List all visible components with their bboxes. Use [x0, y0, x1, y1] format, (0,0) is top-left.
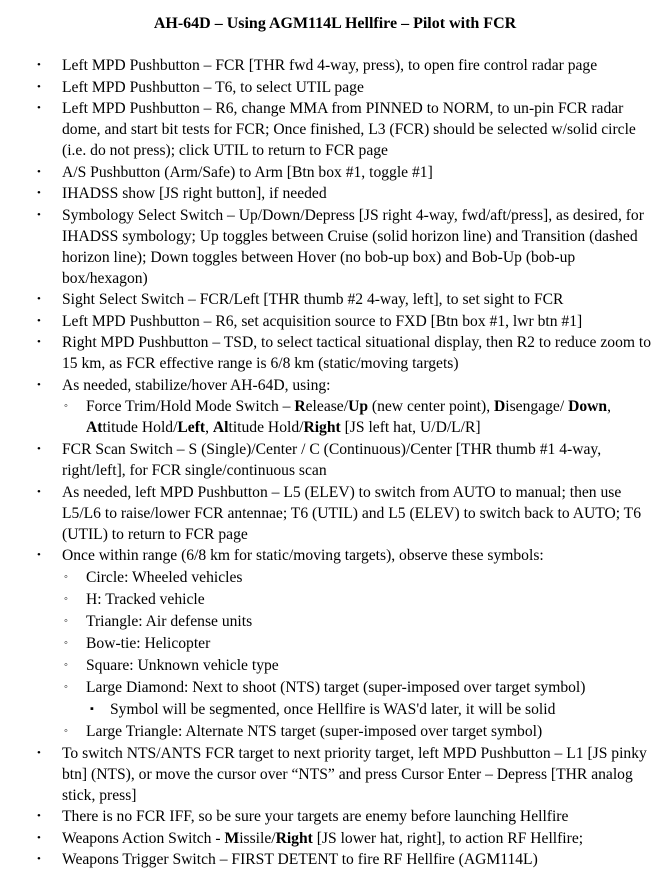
item-text: Symbology Select Switch – Up/Down/Depress [JS right 4-way, fwd/aft/press], as desired, for IHADSS symbology; Up toggles between Cruise (solid horizon line) and Transition (dashed horizon line); Down toggles between Hover (no bob-up box) and Bob-Up (bob-up box/hexagon): [62, 206, 644, 287]
bullet: •: [37, 746, 41, 759]
bullet: •: [37, 102, 41, 114]
trim-bold-1: R: [294, 398, 306, 415]
trim-bold-7: Al: [212, 419, 229, 436]
sub-bullet: ◦: [64, 680, 68, 693]
sub-bullet: ◦: [64, 636, 68, 649]
item-text: As needed, left MPD Pushbutton – L5 (ELEV) to switch from AUTO to manual; then use L5/L6 to raise/lower FCR antennae; T6 (UTIL) and L5 (ELEV) to switch back to AUTO; T6 (UTIL) to return to FCR page: [62, 483, 642, 543]
symbol-text: Large Triangle: Alternate NTS target (super-imposed over target symbol): [86, 722, 543, 740]
sub-sub-bullet: ▪: [90, 702, 94, 715]
list-item: [0, 332, 670, 374]
list-item: [0, 806, 670, 827]
trim-text-8: titude Hold/: [228, 419, 304, 436]
symbol-text: Large Diamond: Next to shoot (NTS) target (super-imposed over target symbol): [86, 678, 586, 696]
bullet: •: [37, 293, 41, 305]
symbol-item-triangle: [0, 611, 670, 632]
item-text: Sight Select Switch – FCR/Left [THR thumb #2 4-way, left], to set sight to FCR: [62, 291, 564, 308]
bullet: •: [37, 336, 41, 348]
trim-bold-2: Up: [348, 398, 368, 415]
sub-bullet: ◦: [64, 658, 68, 671]
item-text: As needed, stabilize/hover AH-64D, using:: [62, 376, 331, 394]
trim-text-9: [JS left hat, U/D/L/R]: [340, 419, 481, 436]
symbol-item-large-triangle: [0, 721, 670, 742]
bullet: •: [37, 187, 41, 199]
item-text: A/S Pushbutton (Arm/Safe) to Arm [Btn box #1, toggle #1]: [62, 163, 433, 181]
trim-text-4: isengage/: [505, 398, 569, 415]
procedure-list: [0, 55, 670, 871]
trim-text-3: (new center point),: [368, 398, 494, 415]
trim-text-2: elease/: [305, 398, 349, 415]
symbol-item-circle: [0, 567, 670, 588]
list-item: [0, 183, 670, 204]
list-item: [0, 482, 670, 545]
list-item: [0, 849, 670, 870]
list-item: [0, 98, 670, 161]
trim-bold-4: Down: [568, 398, 608, 415]
list-item: [0, 77, 670, 98]
item-text: There is no FCR IFF, so be sure your targets are enemy before launching Hellfire: [62, 808, 569, 825]
list-item: [0, 311, 670, 332]
bullet: •: [37, 810, 41, 822]
bullet: •: [37, 314, 41, 327]
symbol-item-square: [0, 655, 670, 676]
diamond-note-text: Symbol will be segmented, once Hellfire is WAS'd later, it will be solid: [110, 700, 556, 718]
list-item-weapons-action: [0, 828, 670, 849]
list-item: [0, 743, 670, 806]
bullet: •: [37, 165, 41, 178]
sub-bullet: ◦: [64, 592, 68, 605]
symbol-item-large-diamond: [0, 677, 670, 698]
weapons-text-3: [JS lower hat, right], to action RF Hellfire;: [312, 829, 584, 847]
item-text: Once within range (6/8 km for static/moving targets), observe these symbols:: [62, 547, 544, 564]
item-text: Weapons Trigger Switch – FIRST DETENT to fire RF Hellfire (AGM114L): [62, 851, 538, 868]
trim-text-1: Force Trim/Hold Mode Switch –: [86, 398, 295, 415]
bullet: •: [37, 831, 41, 844]
item-text: Left MPD Pushbutton – R6, change MMA from PINNED to NORM, to un-pin FCR radar dome, and start bit tests for FCR; Once finished, L3 (FCR) should be selected w/solid circle (i.e. do not press); click UTIL to return to FCR page: [62, 100, 636, 159]
symbol-text: Circle: Wheeled vehicles: [86, 568, 243, 586]
list-item: [0, 162, 670, 183]
symbol-text: Bow-tie: Helicopter: [86, 634, 211, 652]
bullet: •: [37, 485, 41, 498]
bullet: •: [37, 853, 41, 865]
sub-bullet: ◦: [64, 724, 68, 737]
bullet: •: [37, 378, 41, 391]
trim-bold-5: At: [86, 419, 103, 436]
symbol-text: H: Tracked vehicle: [86, 590, 205, 608]
item-text: Left MPD Pushbutton – T6, to select UTIL page: [62, 78, 364, 96]
list-item: [0, 545, 670, 566]
bullet: •: [37, 208, 41, 221]
symbol-item-h: [0, 589, 670, 610]
bullet: •: [37, 443, 41, 455]
page-title: AH-64D – Using AGM114L Hellfire – Pilot with FCR: [153, 15, 517, 32]
sub-bullet: ◦: [64, 614, 68, 627]
list-item: [0, 289, 670, 310]
item-text: Right MPD Pushbutton – TSD, to select tactical situational display, then R2 to reduce zoom to 15 km, as FCR effective range is 6/8 km (static/moving targets): [62, 334, 652, 372]
item-text: FCR Scan Switch – S (Single)/Center / C (Continuous)/Center [THR thumb #1 4-way, right/left], for FCR single/continuous scan: [62, 441, 602, 479]
weapons-bold-1: M: [224, 829, 240, 847]
sub-list-item-force-trim: [0, 396, 670, 438]
list-item: [0, 439, 670, 481]
trim-text-5: ,: [607, 398, 611, 415]
item-text: IHADSS show [JS right button], if needed: [62, 185, 327, 202]
list-item: [0, 205, 670, 289]
list-item: [0, 55, 670, 76]
symbol-text: Square: Unknown vehicle type: [86, 656, 279, 674]
sub-bullet: ◦: [64, 570, 68, 583]
diamond-note-item: [0, 699, 670, 720]
list-item: [0, 375, 670, 396]
symbol-item-bow-tie: [0, 633, 670, 654]
weapons-bold-2: Right: [275, 829, 313, 847]
bullet: •: [37, 549, 41, 561]
trim-bold-6: Left: [177, 419, 206, 436]
item-text: Left MPD Pushbutton – R6, set acquisition source to FXD [Btn box #1, lwr btn #1]: [62, 312, 583, 330]
trim-bold-3: D: [494, 398, 506, 415]
item-text: Left MPD Pushbutton – FCR [THR fwd 4-way, press), to open fire control radar page: [62, 57, 598, 74]
trim-bold-8: Right: [303, 419, 341, 436]
sub-bullet: ◦: [64, 400, 68, 412]
trim-text-7: ,: [205, 419, 213, 436]
bullet: •: [37, 80, 41, 93]
bullet: •: [37, 59, 41, 71]
weapons-text-2: issile/: [239, 829, 276, 847]
item-text: To switch NTS/ANTS FCR target to next priority target, left MPD Pushbutton – L1 [JS pinky btn] (NTS), or move the cursor over “NTS” and press Cursor Enter – Depress [THR analog stick, press]: [62, 744, 647, 804]
symbol-text: Triangle: Air defense units: [86, 612, 253, 630]
trim-text-6: titude Hold/: [102, 419, 178, 436]
weapons-text-1: Weapons Action Switch -: [62, 829, 225, 847]
